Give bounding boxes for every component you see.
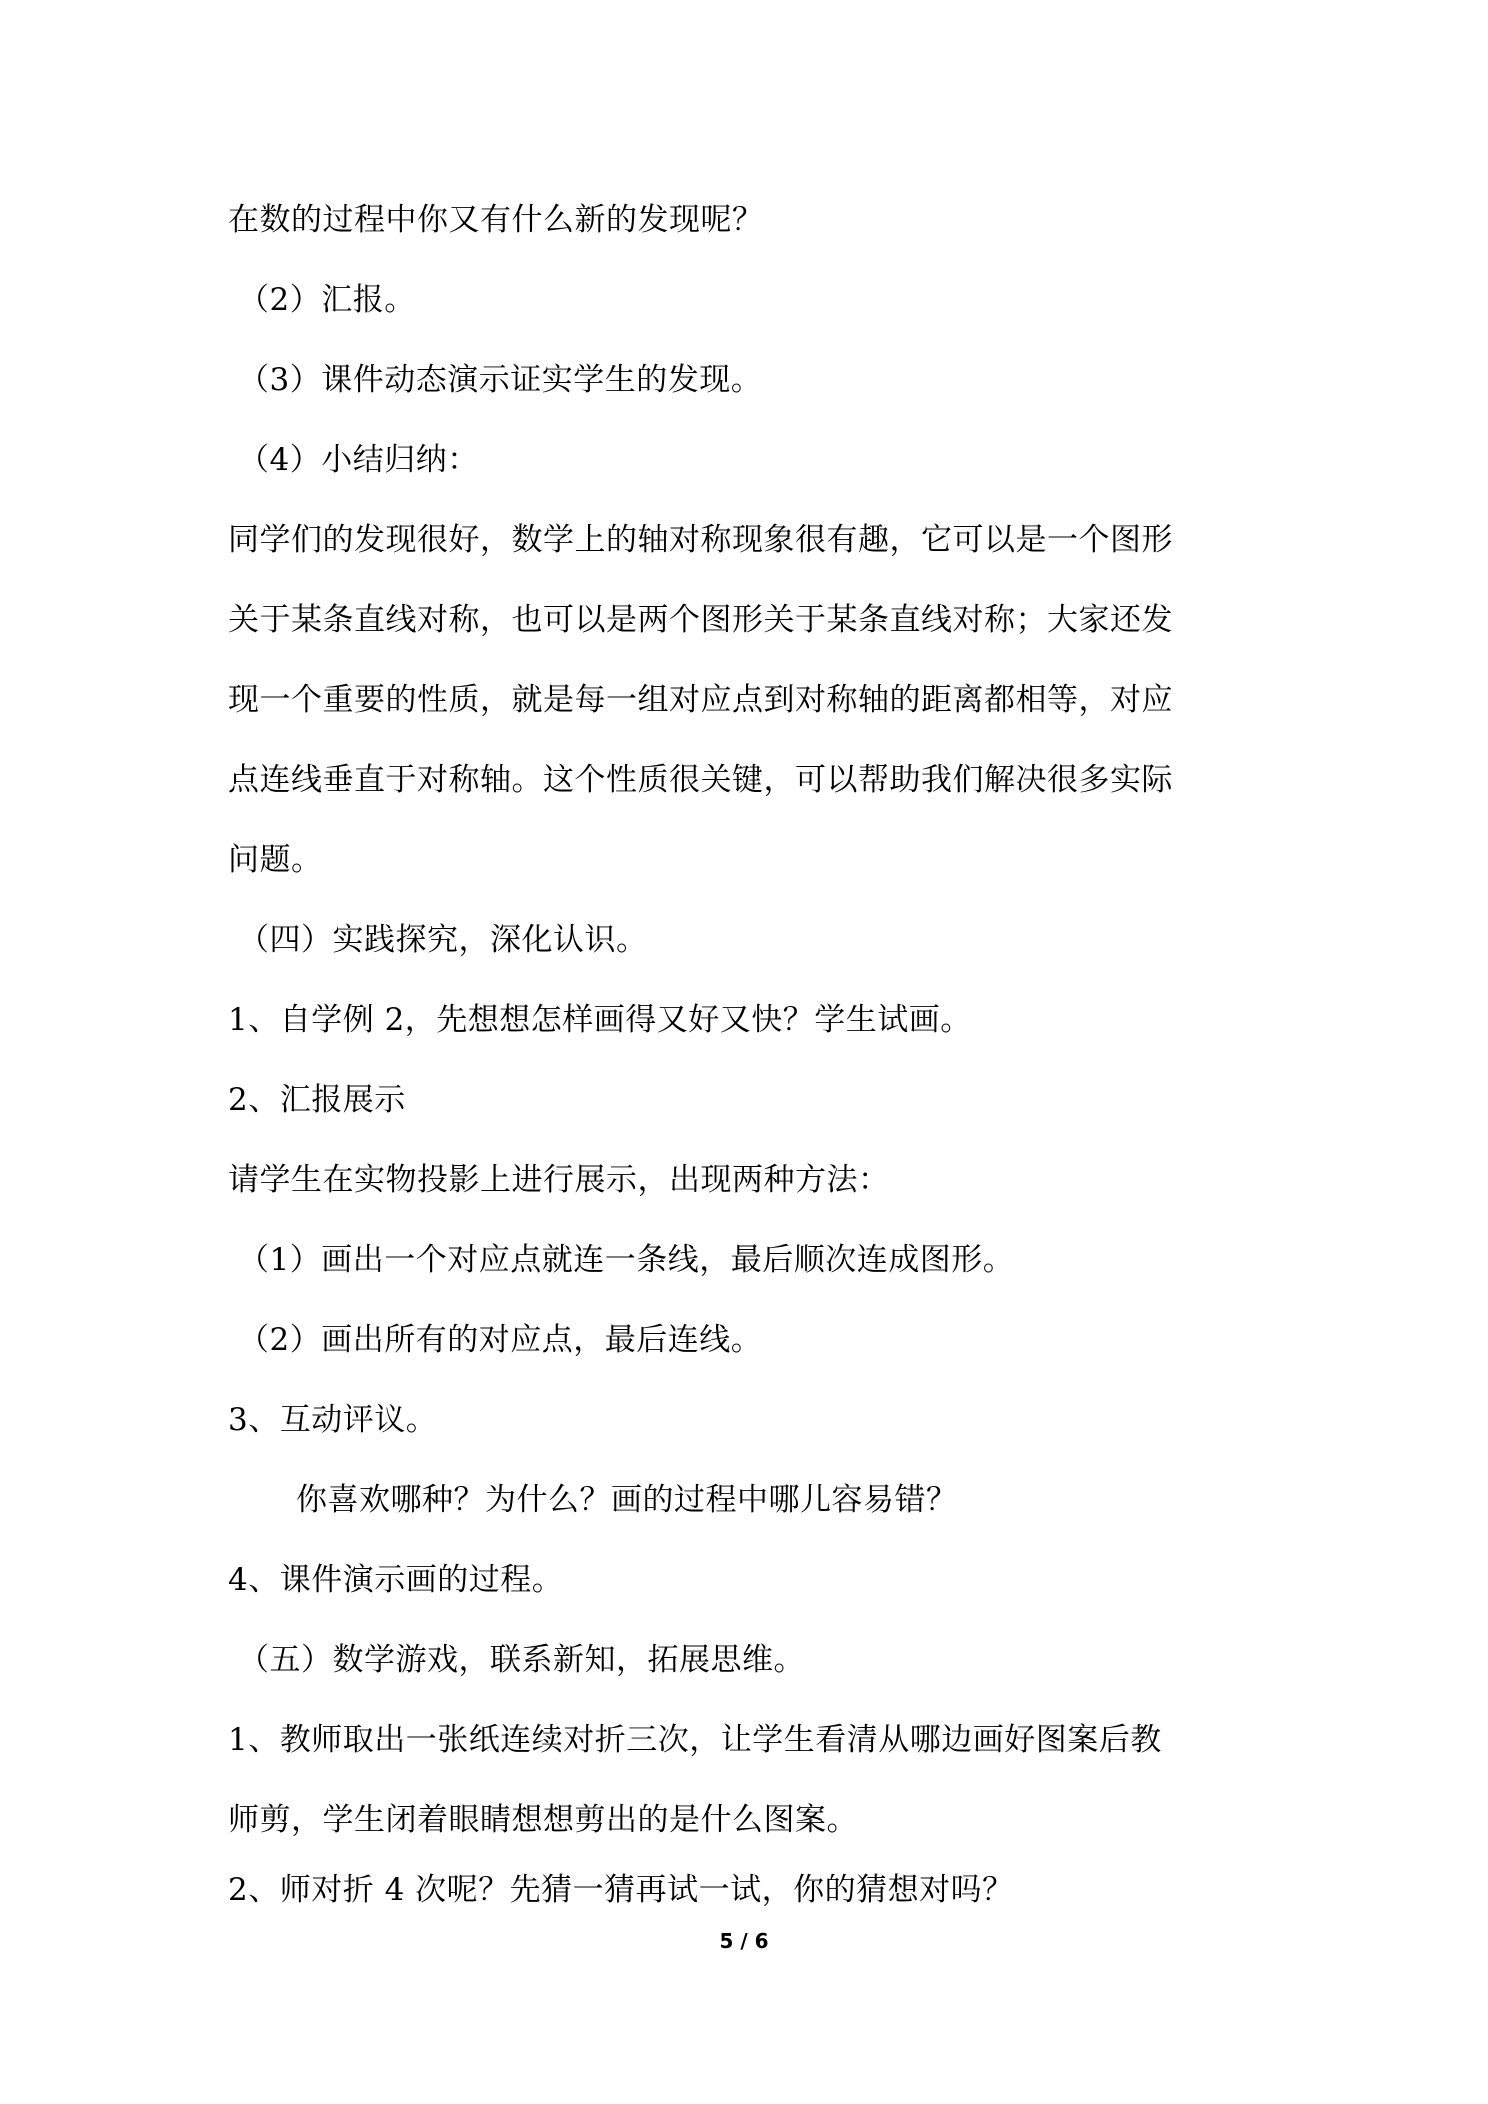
page-number: 5 / 6 (719, 1929, 769, 1953)
text-line: 2、师对折 4 次呢？先猜一猜再试一试，你的猜想对吗？ (228, 1872, 1014, 1908)
text-line: 同学们的发现很好，数学上的轴对称现象很有趣，它可以是一个图形 (228, 522, 1173, 558)
text-line: 点连线垂直于对称轴。这个性质很关键，可以帮助我们解决很多实际 (228, 762, 1173, 798)
text-line: 你喜欢哪种？为什么？画的过程中哪儿容易错？ (296, 1482, 958, 1518)
text-line: （3）课件动态演示证实学生的发现。 (238, 362, 763, 398)
section-heading: （四）实践探究，深化认识。 (238, 922, 648, 958)
text-line: 2、汇报展示 (228, 1082, 406, 1118)
text-line: 1、自学例 2，先想想怎样画得又好又快？学生试画。 (228, 1002, 972, 1038)
text-line: 问题。 (228, 842, 323, 878)
text-line: 关于某条直线对称，也可以是两个图形关于某条直线对称；大家还发 (228, 602, 1173, 638)
text-line: （1）画出一个对应点就连一条线，最后顺次连成图形。 (238, 1242, 1015, 1278)
text-line: 请学生在实物投影上进行展示，出现两种方法： (228, 1162, 890, 1198)
text-line: 在数的过程中你又有什么新的发现呢？ (228, 202, 764, 238)
section-heading: （五）数学游戏，联系新知，拓展思维。 (238, 1642, 805, 1678)
text-line: 3、互动评议。 (228, 1402, 438, 1438)
text-line: 1、教师取出一张纸连续对折三次，让学生看清从哪边画好图案后教 (228, 1722, 1162, 1758)
text-line: （2）画出所有的对应点，最后连线。 (238, 1322, 763, 1358)
text-line: （2）汇报。 (238, 282, 416, 318)
text-line: 现一个重要的性质，就是每一组对应点到对称轴的距离都相等，对应 (228, 682, 1173, 718)
text-line: 师剪，学生闭着眼睛想想剪出的是什么图案。 (228, 1802, 858, 1838)
text-line: 4、课件演示画的过程。 (228, 1562, 564, 1598)
text-line: （4）小结归纳： (238, 442, 479, 478)
